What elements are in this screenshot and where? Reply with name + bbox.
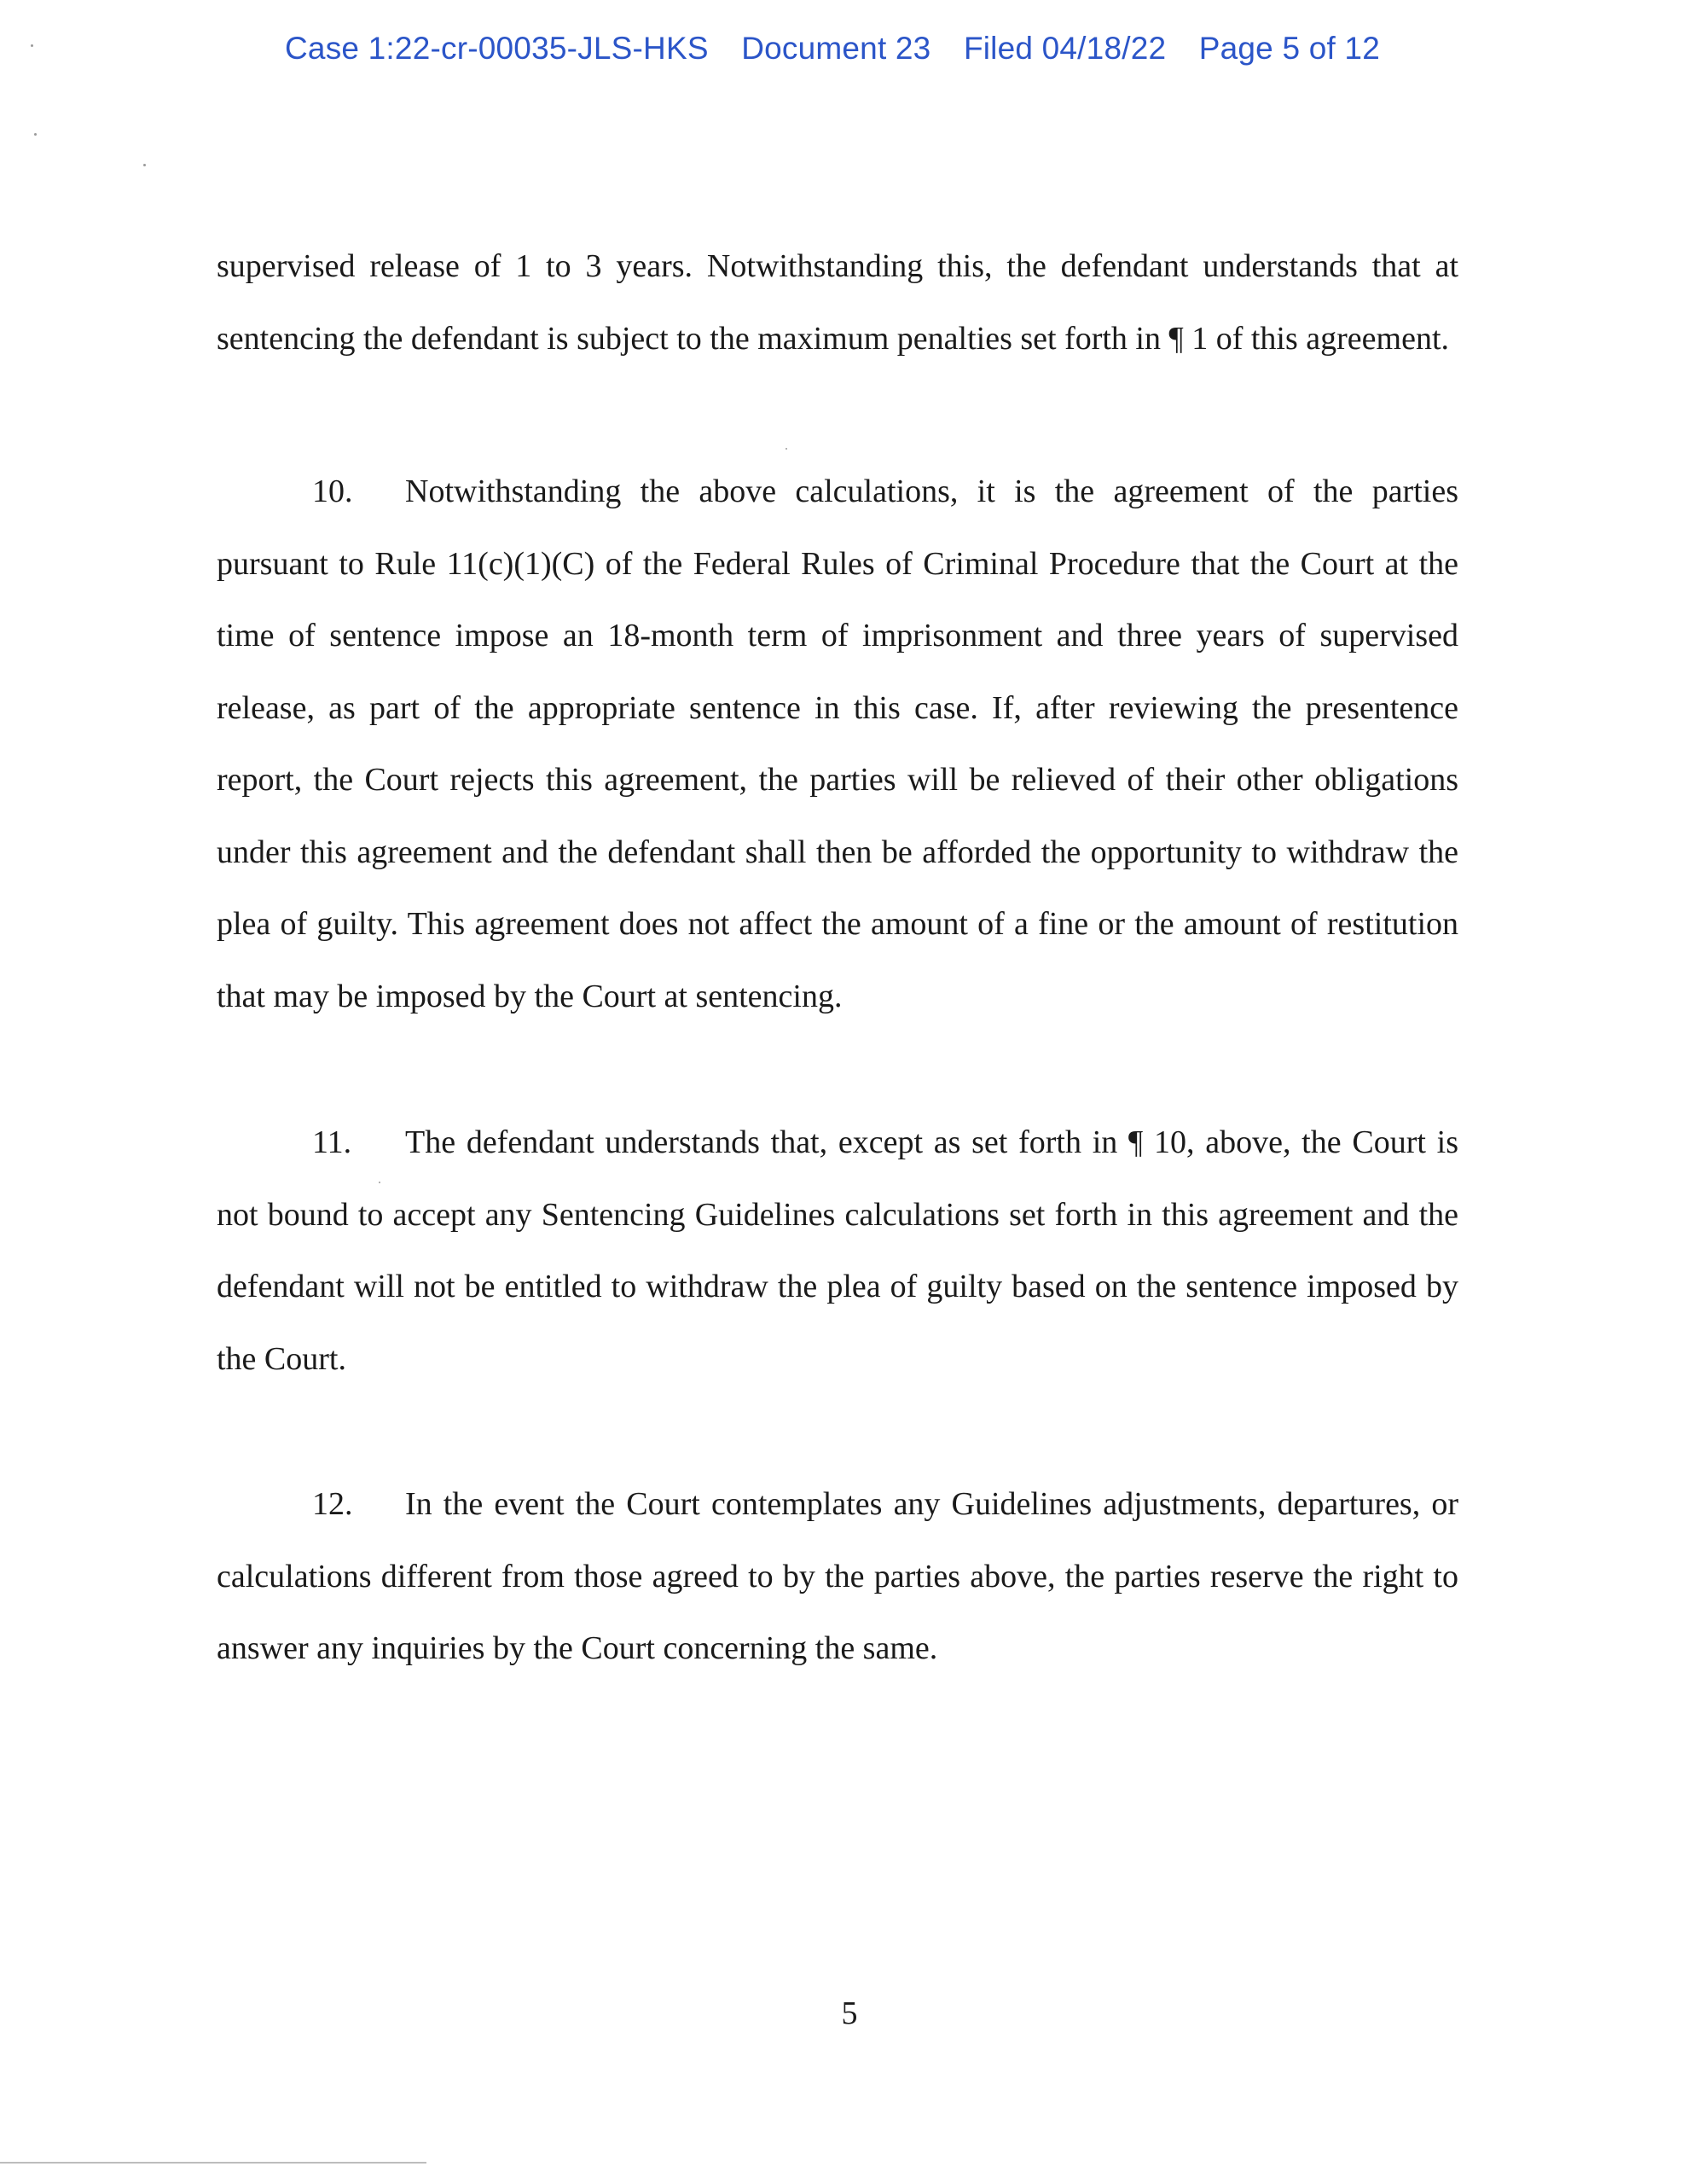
filed-date: Filed 04/18/22 bbox=[963, 31, 1167, 66]
page-number: 5 bbox=[841, 1995, 858, 2031]
paragraph-12 bbox=[217, 1468, 1458, 1685]
scan-speck bbox=[31, 44, 33, 47]
paragraph-text: supervised release of 1 to 3 years. Notwithstanding this, the defendant understands that at sentencing the defendant is subject to the maximum penalties set forth in ¶ 1 of this agreement. bbox=[217, 248, 1458, 357]
paragraph-number: 12. bbox=[312, 1486, 353, 1522]
page-of-total: Page 5 of 12 bbox=[1198, 31, 1380, 66]
document-number: Document 23 bbox=[741, 31, 931, 66]
scan-artifact-line bbox=[0, 2162, 426, 2164]
case-number: Case 1:22-cr-00035-JLS-HKS bbox=[285, 31, 709, 66]
scan-speck bbox=[786, 448, 787, 450]
scan-speck bbox=[379, 1182, 380, 1183]
paragraph-text: Notwithstanding the above calculations, it is the agreement of the parties pursuant to Rule 11(c)(1)(C) of the Federal Rules of Criminal Procedure that the Court at the time of sentence impose an 18-month term of imprisonment and three years of supervised release, as part of the appropriate sentence in this case. If, after reviewing the presentence report, the Court rejects this agreement, the parties will be relieved of their other obligations under this agreement and the defendant shall then be afforded the opportunity to withdraw the plea of guilty. This agreement does not affect the amount of a fine or the amount of restitution that may be imposed by the Court at sentencing. bbox=[217, 473, 1458, 1014]
paragraph-10 bbox=[217, 456, 1458, 1032]
paragraph-11 bbox=[217, 1107, 1458, 1395]
scan-speck bbox=[143, 164, 146, 166]
paragraph-number: 11. bbox=[312, 1124, 352, 1160]
paragraph-text: In the event the Court contemplates any Guidelines adjustments, departures, or calculations different from those agreed to by the parties above, the parties reserve the right to answer any inquiries by the Court concerning the same. bbox=[217, 1486, 1458, 1666]
paragraph-text: The defendant understands that, except as set forth in ¶ 10, above, the Court is not bound to accept any Sentencing Guidelines calculations set forth in this agreement and the defendant will not be entitled to withdraw the plea of guilty based on the sentence imposed by the Court. bbox=[217, 1124, 1458, 1377]
scan-speck bbox=[34, 133, 37, 136]
paragraph-number: 10. bbox=[312, 473, 353, 509]
paragraph-continuation bbox=[217, 230, 1458, 375]
case-header bbox=[285, 31, 1380, 67]
